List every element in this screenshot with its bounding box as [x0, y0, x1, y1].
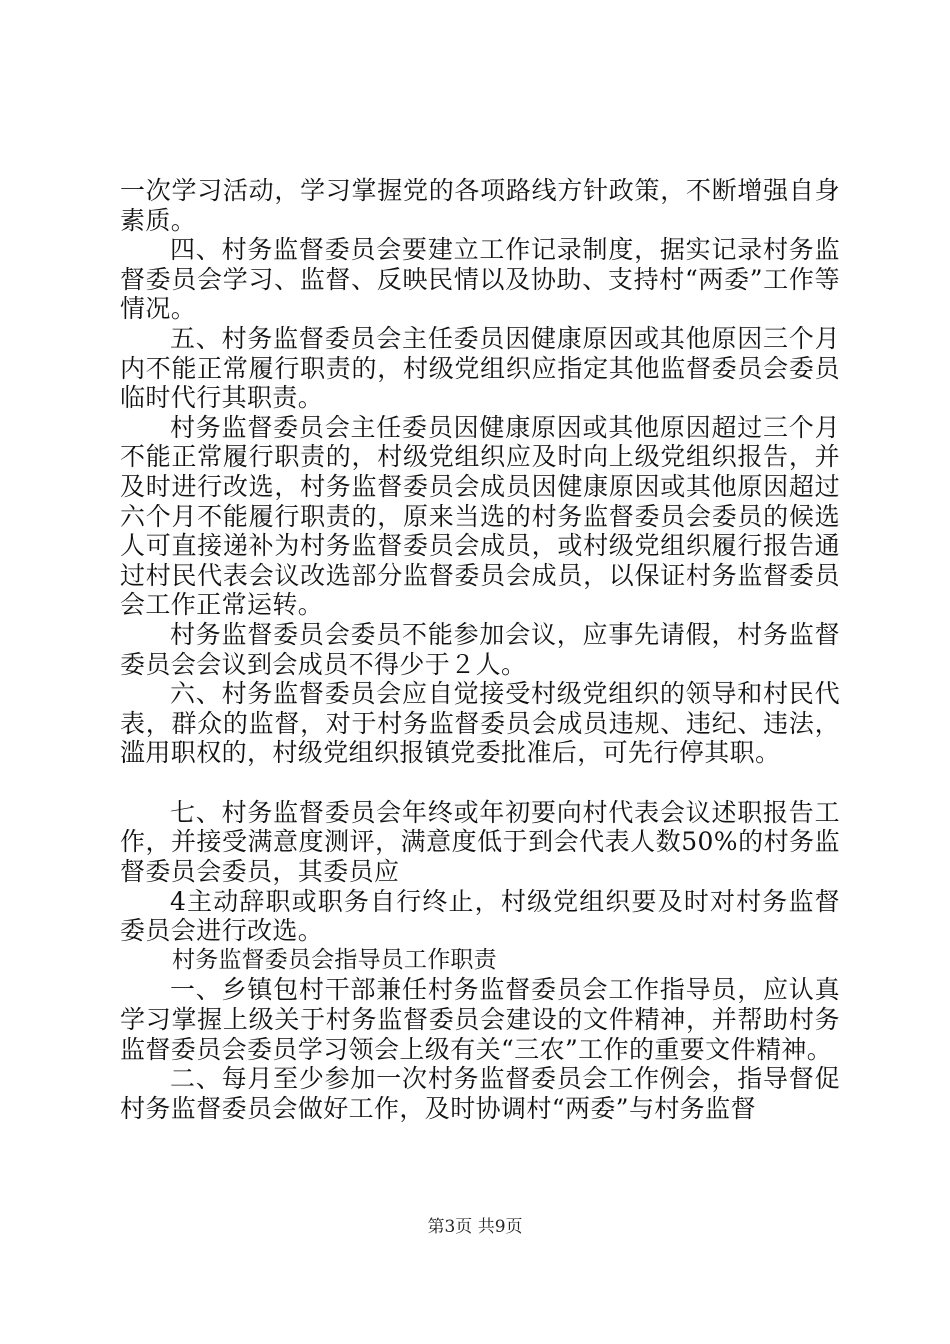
- paragraph-item-six: 六、村务监督委员会应自觉接受村级党组织的领导和村民代表，群众的监督，对于村务监督委员会成员违规、违纪、违法，滥用职权的，村级党组织报镇党委批准后，可先行停其职。: [120, 679, 840, 768]
- page-number-label: 第3页 共9页: [427, 1217, 523, 1237]
- paragraph-study-activity: 一次学习活动，学习掌握党的各项路线方针政策，不断增强自身素质。: [120, 176, 840, 235]
- paragraph-item-four: 四、村务监督委员会要建立工作记录制度，据实记录村务监督委员会学习、监督、反映民情以及协助、支持村“两委”工作等情况。: [120, 235, 840, 324]
- paragraph-instructor-one: 一、乡镇包村干部兼任村务监督委员会工作指导员，应认真学习掌握上级关于村务监督委员会建设的文件精神，并帮助村务监督委员会委员学习领会上级有关“三农”工作的重要文件精神。: [120, 975, 840, 1064]
- paragraph-item-seven: 七、村务监督委员会年终或年初要向村代表会议述职报告工作，并接受满意度测评，满意度低于到会代表人数50%的村务监督委员会委员，其委员应: [120, 797, 840, 887]
- paragraph-resignation: 4主动辞职或职务自行终止，村级党组织要及时对村务监督委员会进行改选。: [120, 886, 840, 946]
- document-body: [120, 176, 840, 1123]
- section-heading-instructor-duties: 村务监督委员会指导员工作职责: [172, 946, 497, 973]
- paragraph-instructor-two: 二、每月至少参加一次村务监督委员会工作例会，指导督促村务监督委员会做好工作，及时协调村“两委”与村务监督: [120, 1064, 840, 1123]
- page-footer: [0, 1216, 950, 1238]
- paragraph-item-five: 五、村务监督委员会主任委员因健康原因或其他原因三个月内不能正常履行职责的，村级党组织应指定其他监督委员会委员临时代行其职责。: [120, 323, 840, 413]
- paragraph-over-three-months: 村务监督委员会主任委员因健康原因或其他原因超过三个月不能正常履行职责的，村级党组织应及时向上级党组织报告，并及时进行改选，村务监督委员会成员因健康原因或其他原因超过六个月不能履行职责的，原来当选的村务监督委员会委员的候选人可直接递补为村务监督委员会成员，或村级党组织履行报告通过村民代表会议改选部分监督委员会成员，以保证村务监督委员会工作正常运转。: [120, 412, 840, 620]
- paragraph-meeting-attendance: 村务监督委员会委员不能参加会议，应事先请假，村务监督委员会会议到会成员不得少于２人。: [120, 619, 840, 679]
